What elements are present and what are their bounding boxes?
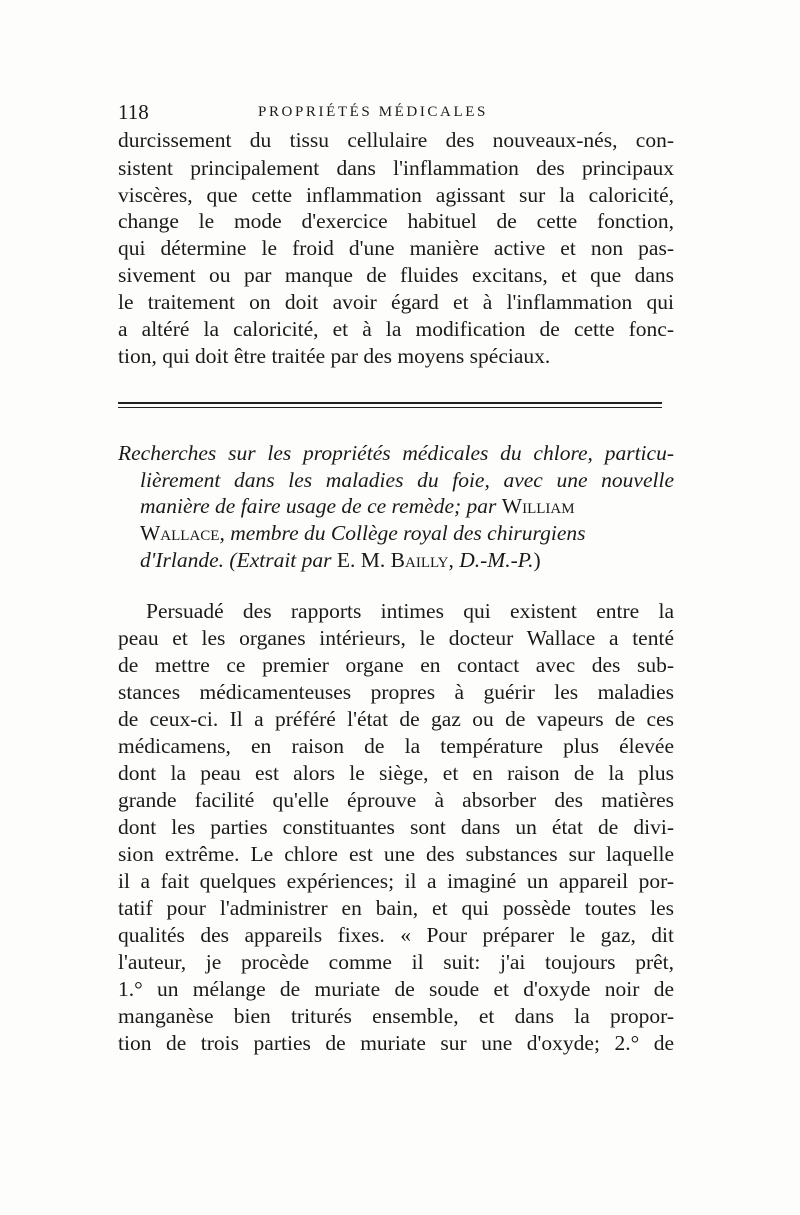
- extractor-degree: D.-M.-P.: [459, 548, 534, 572]
- text-line: grande facilité qu'elle éprouve à absorber des matières: [118, 788, 674, 812]
- text-line: médicamens, en raison de la température plus élevée: [118, 734, 674, 758]
- text-line: sion extrême. Le chlore est une des substances sur laquelle: [118, 842, 674, 866]
- text-line: le traitement on doit avoir égard et à l'inflammation qui: [118, 290, 674, 314]
- text-line: a altéré la caloricité, et à la modification de cette fonc-: [118, 317, 674, 341]
- text-line: de ceux-ci. Il a préféré l'état de gaz ou de vapeurs de ces: [118, 707, 674, 731]
- page-number: 118: [118, 100, 149, 124]
- text-line: tatif pour l'administrer en bain, et qui possède toutes les: [118, 896, 674, 920]
- running-title: PROPRIÉTÉS MÉDICALES: [258, 104, 488, 120]
- text-line: tion, qui doit être traitée par des moyens spéciaux.: [118, 344, 551, 368]
- text-line: stances médicamenteuses propres à guérir les maladies: [118, 680, 674, 704]
- section-rule-thin: [118, 407, 662, 408]
- extractor-initials: E. M.: [336, 548, 391, 572]
- text-line: l'auteur, je procède comme il suit: j'ai toujours prêt,: [118, 950, 674, 974]
- text-line: peau et les organes intérieurs, le docteur Wallace a tenté: [118, 626, 674, 650]
- text-line: de mettre ce premier organe en contact avec des sub-: [118, 653, 674, 677]
- text-line: sistent principalement dans l'inflammation des principaux: [118, 156, 674, 180]
- text-line: viscères, que cette inflammation agissant sur la caloricité,: [118, 183, 674, 207]
- article-heading-line: [118, 440, 674, 466]
- text-line: tion de trois parties de muriate sur une d'oxyde; 2.° de: [118, 1031, 674, 1055]
- article-heading-line: [140, 547, 674, 573]
- extractor-name: Bailly: [390, 548, 449, 572]
- author-name-first: William: [501, 494, 575, 518]
- text-line: manganèse bien triturés ensemble, et dans la propor-: [118, 1004, 674, 1028]
- running-head: [118, 100, 674, 122]
- extract-label: Extrait par: [236, 548, 337, 572]
- text-line: qualités des appareils fixes. « Pour préparer le gaz, dit: [118, 923, 674, 947]
- closing-paren: ): [533, 548, 541, 572]
- section-rule-thick: [118, 402, 662, 404]
- text-line: Persuadé des rapports intimes qui existent entre la: [146, 599, 674, 623]
- text-line: 1.° un mélange de muriate de soude et d'oxyde noir de: [118, 977, 674, 1001]
- heading-text: Recherches sur les propriétés médicales du chlore, particu-: [118, 441, 674, 465]
- text-line: il a fait quelques expériences; il a imaginé un appareil por-: [118, 869, 674, 893]
- text-line: durcissement du tissu cellulaire des nouveaux-nés, con-: [118, 128, 674, 152]
- text-line: change le mode d'exercice habituel de cette fonction,: [118, 209, 674, 233]
- author-name-last: Wallace: [140, 521, 220, 545]
- article-heading-line: [140, 520, 674, 546]
- article-heading-line: [140, 493, 674, 519]
- text-line: dont les parties constituantes sont dans un état de divi-: [118, 815, 674, 839]
- text-line: dont la peau est alors le siège, et en raison de la plus: [118, 761, 674, 785]
- article-heading-line: [140, 467, 674, 493]
- text-line: qui détermine le froid d'une manière active et non pas-: [118, 236, 674, 260]
- separator: ,: [448, 548, 460, 572]
- text-line: sivement ou par manque de fluides excitans, et que dans: [118, 263, 674, 287]
- heading-text: d'Irlande. (: [140, 548, 237, 572]
- heading-text: lièrement dans les maladies du foie, avec une nouvelle: [140, 468, 674, 492]
- heading-text: , membre du Collège royal des chirurgiens: [219, 521, 586, 545]
- heading-text: manière de faire usage de ce remède; par: [140, 494, 502, 518]
